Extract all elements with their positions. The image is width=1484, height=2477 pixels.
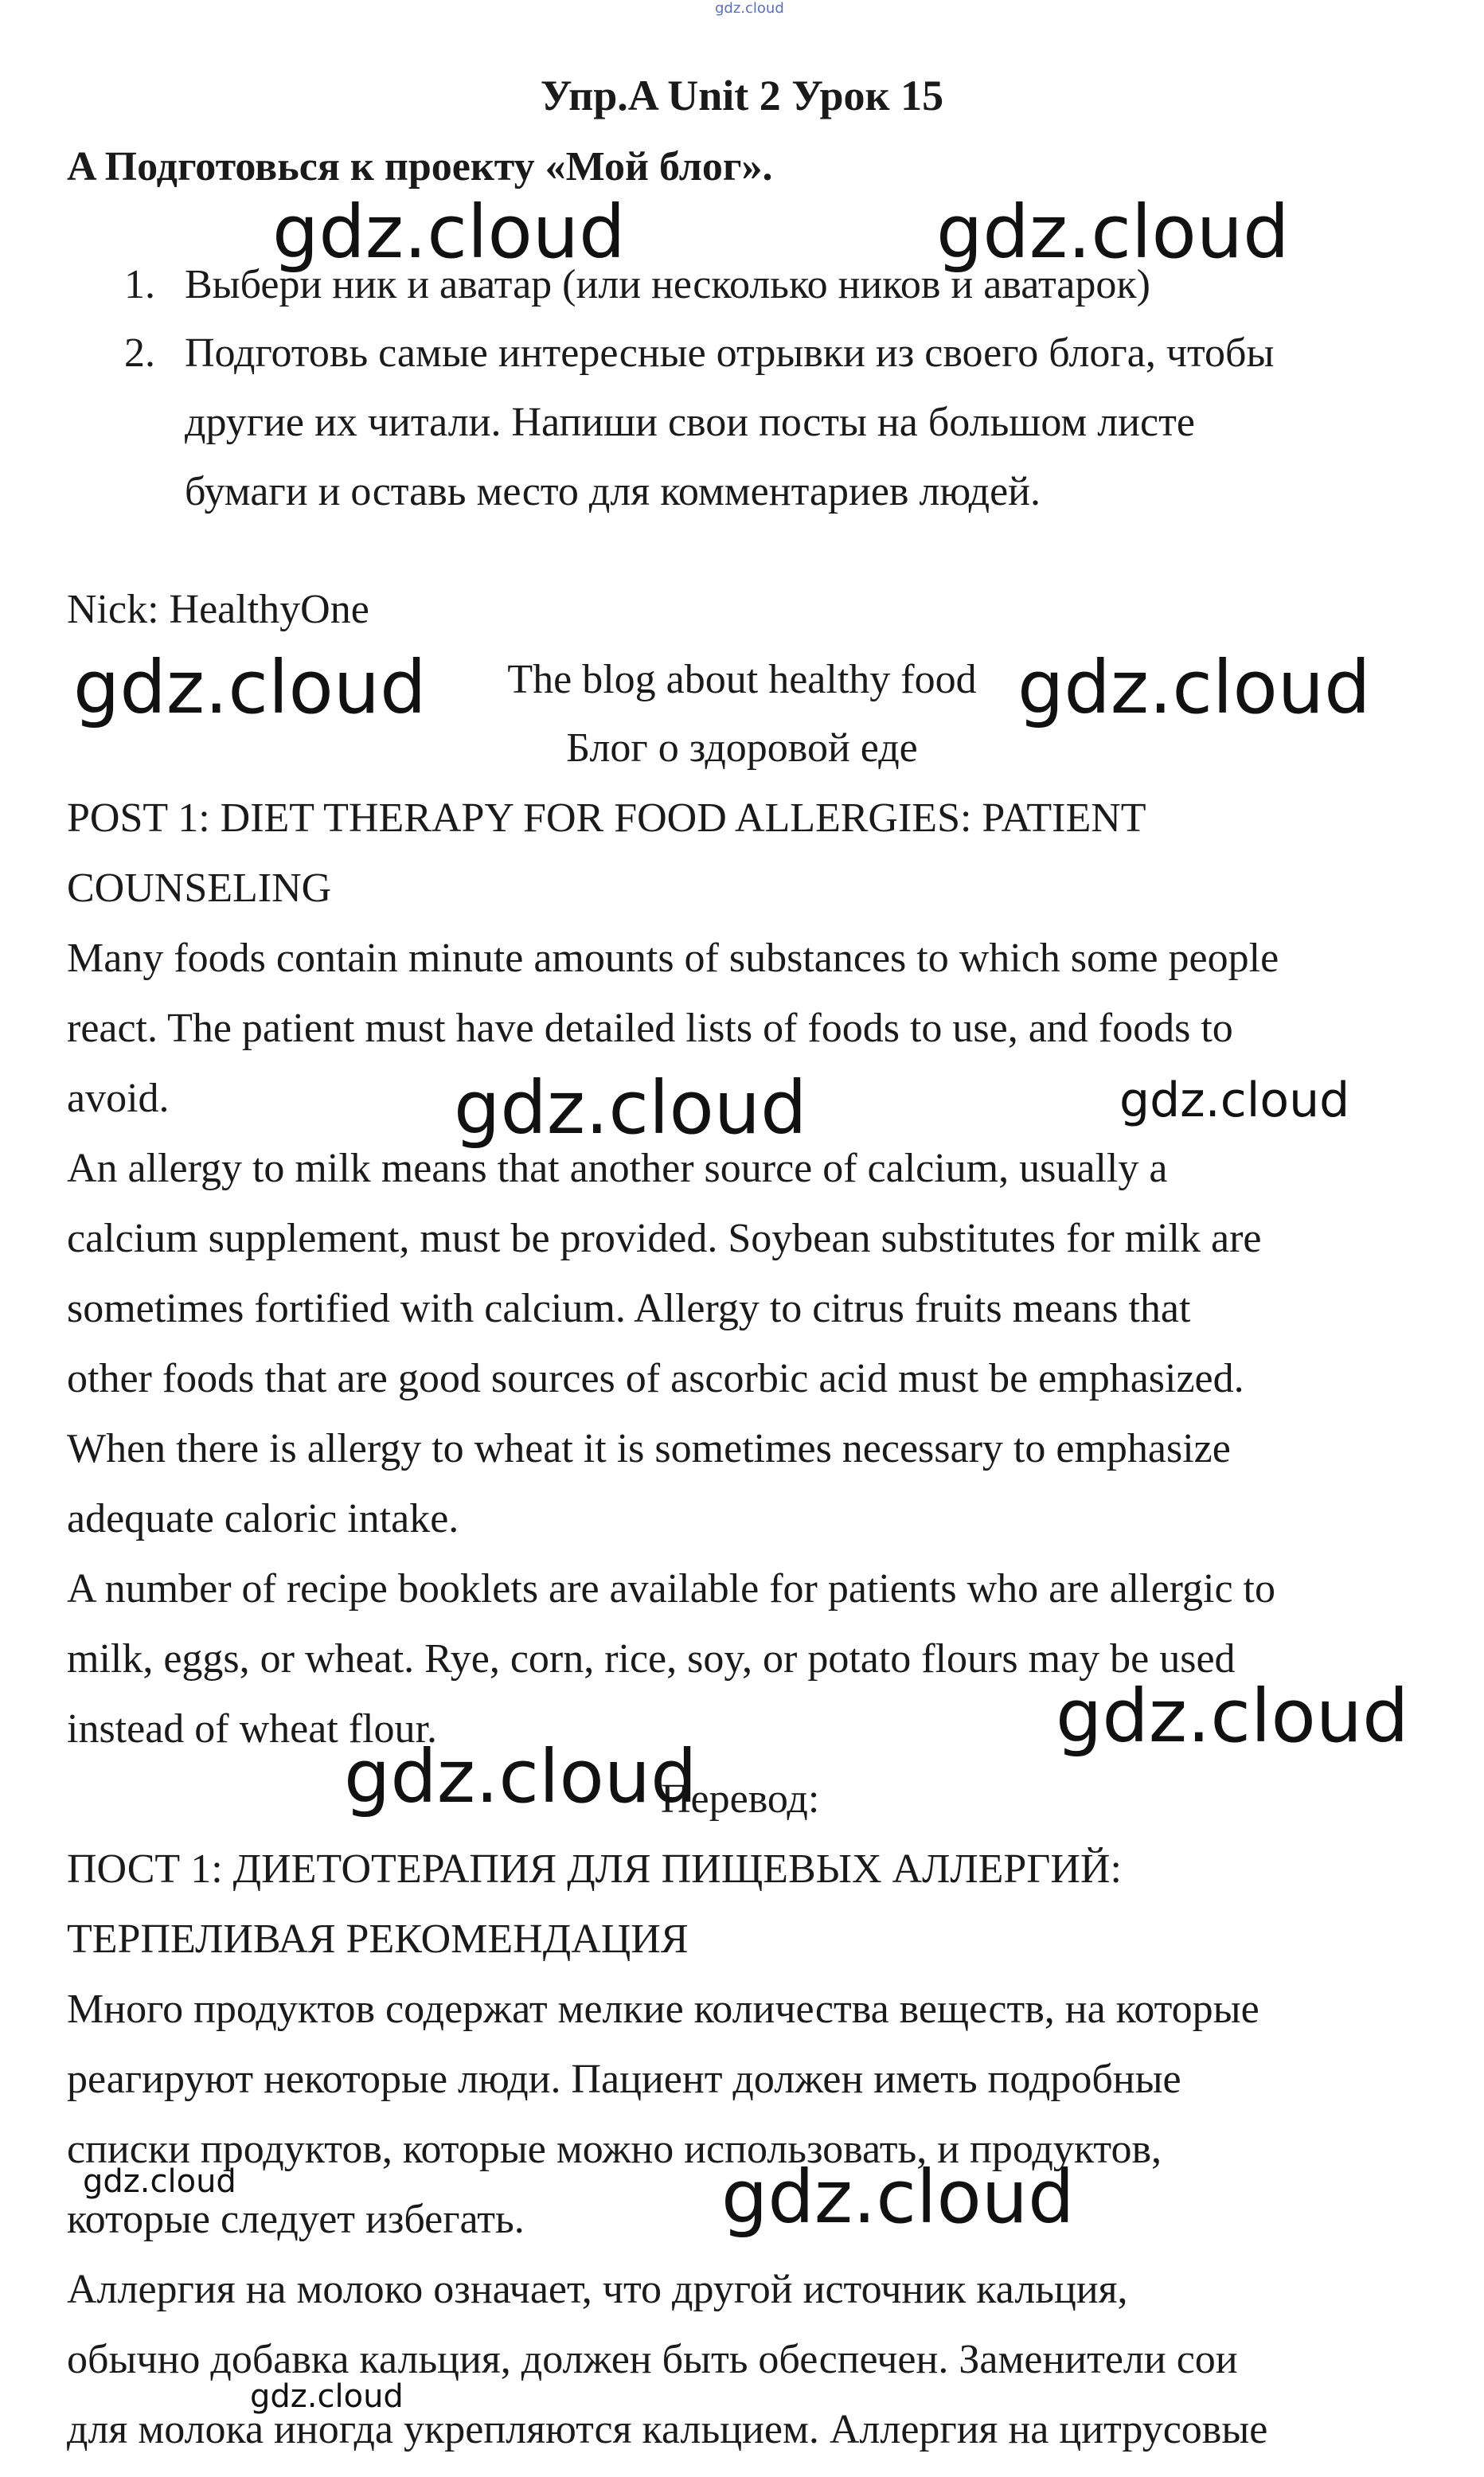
text-line: other foods that are good sources of ascorbic acid must be emphasized. — [67, 1356, 1244, 1401]
watermark: gdz.cloud — [73, 645, 427, 730]
step-line: бумаги и оставь место для комментариев людей. — [185, 469, 1041, 514]
task-heading: A Подготовься к проекту «Мой блог». — [67, 144, 773, 189]
text-line: An allergy to milk means that another source of calcium, usually a — [67, 1146, 1168, 1191]
text-line: Много продуктов содержат мелкие количества веществ, на которые — [67, 1987, 1259, 2032]
blog-title-en: The blog about healthy food — [507, 657, 977, 702]
watermark: gdz.cloud — [721, 2155, 1075, 2240]
step-line: Выбери ник и аватар (или несколько ников и аватарок) — [185, 262, 1150, 307]
text-line: реагируют некоторые люди. Пациент должен иметь подробные — [67, 2057, 1181, 2102]
blog-title-ru: Блог о здоровой еде — [566, 725, 918, 771]
watermark: gdz.cloud — [1056, 1674, 1409, 1759]
watermark: gdz.cloud — [250, 2378, 404, 2415]
page-title: Упр.A Unit 2 Урок 15 — [540, 72, 944, 119]
watermark: gdz.cloud — [1119, 1072, 1350, 1128]
text-line: instead of wheat flour. — [67, 1706, 437, 1752]
text-line: списки продуктов, которые можно использовать, и продуктов, — [67, 2127, 1162, 2172]
text-line: sometimes fortified with calcium. Allergy to citrus fruits means that — [67, 1286, 1191, 1331]
step-line: Подготовь самые интересные отрывки из своего блога, чтобы — [185, 330, 1275, 376]
watermark: gdz.cloud — [454, 1065, 807, 1151]
text-line: Many foods contain minute amounts of substances to which some people — [67, 936, 1279, 981]
text-line: When there is allergy to wheat it is sometimes necessary to emphasize — [67, 1426, 1231, 1471]
text-line: react. The patient must have detailed lists of foods to use, and foods to — [67, 1006, 1233, 1051]
translation-heading: ПОСТ 1: ДИЕТОТЕРАПИЯ ДЛЯ ПИЩЕВЫХ АЛЛЕРГИЙ: — [67, 1846, 1122, 1892]
watermark: gdz.cloud — [272, 189, 626, 275]
text-line: обычно добавка кальция, должен быть обеспечен. Заменители сои — [67, 2337, 1238, 2382]
translation-heading: ТЕРПЕЛИВАЯ РЕКОМЕНДАЦИЯ — [67, 1916, 689, 1962]
watermark: gdz.cloud — [83, 2163, 236, 2200]
step-number: 2. — [124, 330, 155, 376]
translation-label: Перевод: — [661, 1776, 820, 1822]
post-heading: COUNSELING — [67, 865, 332, 911]
text-line: avoid. — [67, 1076, 170, 1121]
text-line: которые следует избегать. — [67, 2197, 525, 2242]
text-line: для молока иногда укрепляются кальцием. Аллергия на цитрусовые — [67, 2407, 1268, 2452]
text-line: adequate caloric intake. — [67, 1496, 459, 1541]
step-number: 1. — [124, 262, 155, 307]
post-heading: POST 1: DIET THERAPY FOR FOOD ALLERGIES: PATIENT — [67, 795, 1146, 841]
top-watermark: gdz.cloud — [715, 0, 784, 17]
watermark: gdz.cloud — [936, 189, 1290, 275]
text-line: milk, eggs, or wheat. Rye, corn, rice, soy, or potato flours may be used — [67, 1636, 1236, 1682]
watermark: gdz.cloud — [344, 1734, 697, 1819]
step-line: другие их читали. Напиши свои посты на большом листе — [185, 400, 1195, 445]
watermark: gdz.cloud — [1017, 645, 1371, 730]
text-line: A number of recipe booklets are available for patients who are allergic to — [67, 1566, 1276, 1612]
text-line: calcium supplement, must be provided. Soybean substitutes for milk are — [67, 1216, 1262, 1261]
text-line: Аллергия на молоко означает, что другой источник кальция, — [67, 2267, 1128, 2312]
blog-nick: Nick: HealthyOne — [67, 587, 369, 632]
